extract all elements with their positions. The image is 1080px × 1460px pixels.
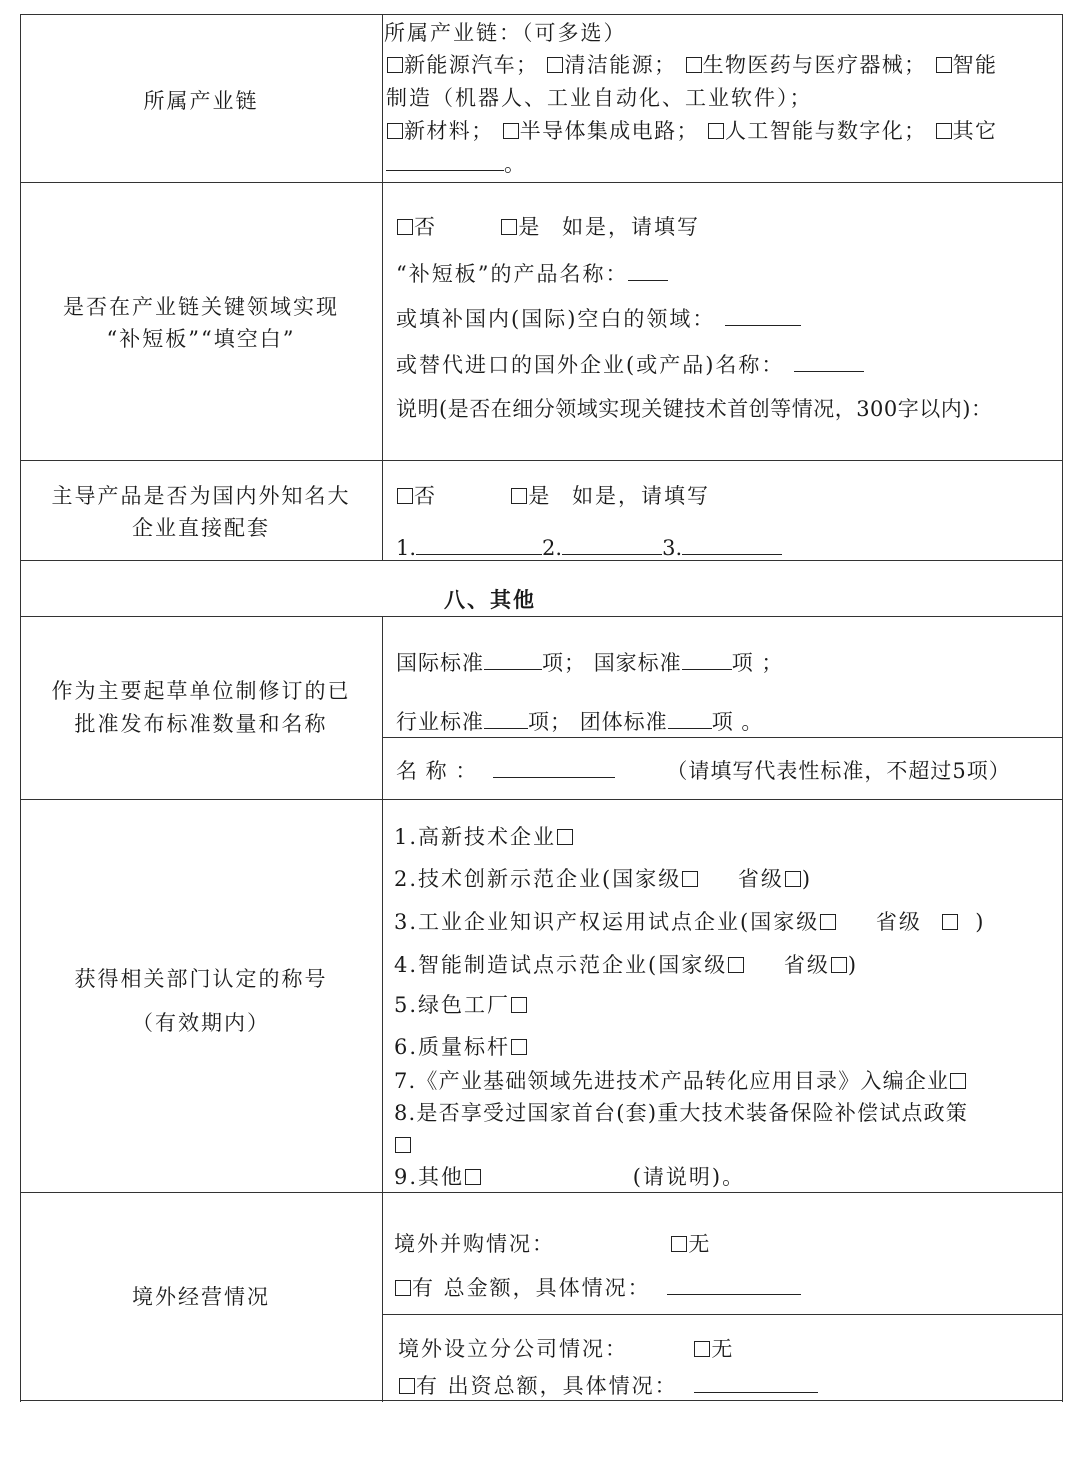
checkbox-supply-no[interactable]: [397, 488, 413, 504]
industry-chain-label: 所属产业链: [143, 89, 259, 113]
ma-details-field[interactable]: [667, 1274, 801, 1295]
standards-name-line: 名 称 ： （请填写代表性标准，不超过5项）: [396, 759, 1011, 783]
supply-entry-2[interactable]: [562, 534, 662, 555]
checkbox-new-materials[interactable]: [387, 123, 403, 139]
cell-divider: [382, 737, 1063, 738]
branch-details-field[interactable]: [694, 1372, 818, 1393]
overseas-branch-yes-line: 有 出资总额，具体情况：: [398, 1372, 818, 1399]
gap-field-line: 或填补国内(国际)空白的领域：: [396, 305, 801, 332]
section-title: 八、其他: [444, 587, 536, 612]
supply-entries: 1. 2. 3.: [396, 534, 782, 561]
gap-description: 说明(是否在细分领域实现关键技术首创等情况，300字以内)：: [396, 397, 993, 421]
supply-label-line2: 企业直接配套: [132, 516, 270, 540]
gap-replace-field[interactable]: [794, 351, 864, 372]
title-item-5: 5.绿色工厂: [394, 992, 528, 1018]
overseas-branch-line: 境外设立分公司情况： 无: [398, 1337, 735, 1361]
supply-label-line1: 主导产品是否为国内外知名大: [51, 484, 351, 508]
table-border-top: [20, 14, 1063, 15]
table-border-bottom: [20, 1400, 1063, 1401]
gap-label-line2: “补短板”“填空白”: [106, 327, 296, 351]
checkbox-ma-yes[interactable]: [395, 1280, 411, 1296]
row-divider: [20, 460, 1063, 461]
checkbox-ma-none[interactable]: [671, 1236, 687, 1252]
checkbox-ai-digital[interactable]: [708, 123, 724, 139]
checkbox-clean-energy[interactable]: [547, 57, 563, 73]
industry-options-line3: 新材料； 半导体集成电路； 人工智能与数字化； 其它: [386, 118, 997, 144]
checkbox-biomedicine[interactable]: [686, 57, 702, 73]
standards-label-line2: 批准发布标准数量和名称: [74, 712, 328, 736]
overseas-label: 境外经营情况: [132, 1285, 270, 1309]
table-border-right: [1062, 14, 1063, 1402]
industry-other-field[interactable]: [386, 150, 504, 171]
checkbox-semiconductor[interactable]: [503, 123, 519, 139]
column-divider: [382, 616, 383, 1402]
national-standard-count[interactable]: [682, 649, 732, 670]
checkbox-smart-pilot-national[interactable]: [728, 957, 744, 973]
checkbox-branch-none[interactable]: [694, 1341, 710, 1357]
gap-yes-no: 否 是 如是，请填写: [396, 214, 700, 240]
table-border-left: [20, 14, 21, 1402]
checkbox-supply-yes[interactable]: [511, 488, 527, 504]
row-divider: [20, 182, 1063, 183]
checkbox-smart-manufacturing[interactable]: [936, 57, 952, 73]
row-divider: [20, 616, 1063, 617]
titles-label-line2: （有效期内）: [132, 1011, 270, 1035]
checkbox-smart-pilot-provincial[interactable]: [831, 957, 847, 973]
cell-divider: [382, 1314, 1063, 1315]
row-divider: [20, 799, 1063, 800]
industry-chain-heading: 所属产业链：（可多选）: [384, 21, 627, 45]
industry-options-line1: 新能源汽车； 清洁能源； 生物医药与医疗器械； 智能: [386, 52, 997, 78]
checkbox-high-tech[interactable]: [557, 829, 573, 845]
industry-standard-count[interactable]: [484, 708, 528, 729]
application-form-table: [20, 14, 1063, 1402]
titles-label-line1: 获得相关部门认定的称号: [74, 967, 328, 991]
title-item-8: 8.是否享受过国家首台(套)重大技术装备保险补偿试点政策: [394, 1101, 969, 1125]
title-item-7: 7.《产业基础领域先进技术产品转化应用目录》入编企业: [394, 1068, 967, 1094]
industry-options-line2: 制造（机器人、工业自动化、工业软件）；: [386, 86, 813, 110]
checkbox-new-energy-vehicle[interactable]: [387, 57, 403, 73]
standards-label-line1: 作为主要起草单位制修订的已: [51, 679, 351, 703]
gap-product-field[interactable]: [628, 260, 668, 281]
gap-product-line: “补短板”的产品名称：: [396, 260, 668, 287]
gap-blank-field-input[interactable]: [725, 305, 801, 326]
checkbox-other[interactable]: [936, 123, 952, 139]
supply-entry-1[interactable]: [416, 534, 542, 555]
standards-line1: 国际标准 项； 国家标准 项 ；: [396, 651, 784, 675]
checkbox-branch-yes[interactable]: [399, 1378, 415, 1394]
overseas-ma-yes-line: 有 总金额，具体情况：: [394, 1274, 801, 1301]
title-item-2: 2.技术创新示范企业(国家级 省级 ): [394, 867, 813, 891]
supply-yes-no: 否 是 如是，请填写: [396, 483, 710, 509]
title-item-4: 4.智能制造试点示范企业(国家级 省级 ): [394, 953, 859, 977]
industry-other-line: 。: [386, 150, 527, 177]
checkbox-title-other[interactable]: [465, 1169, 481, 1185]
title-item-3: 3.工业企业知识产权运用试点企业(国家级 省级 ): [394, 910, 986, 934]
checkbox-gap-yes[interactable]: [501, 219, 517, 235]
standards-line2: 行业标准 项； 团体标准 项 。: [396, 710, 764, 734]
checkbox-ip-national[interactable]: [820, 914, 836, 930]
row-divider: [20, 1192, 1063, 1193]
checkbox-catalog-listed[interactable]: [950, 1073, 966, 1089]
group-standard-count[interactable]: [668, 708, 712, 729]
intl-standard-count[interactable]: [484, 649, 542, 670]
title-item-9: 9.其他 (请说明)。: [394, 1165, 746, 1189]
checkbox-ip-provincial[interactable]: [942, 914, 958, 930]
title-item-8-checkbox-line: [394, 1132, 412, 1158]
title-item-1: 1.高新技术企业: [394, 824, 574, 850]
gap-label-line1: 是否在产业链关键领域实现: [63, 295, 339, 319]
standards-name-field[interactable]: [493, 757, 615, 778]
overseas-ma-line: 境外并购情况： 无: [394, 1232, 712, 1256]
checkbox-quality-benchmark[interactable]: [511, 1039, 527, 1055]
checkbox-insurance-policy[interactable]: [395, 1137, 411, 1153]
checkbox-innovation-provincial[interactable]: [785, 871, 801, 887]
title-item-6: 6.质量标杆: [394, 1034, 528, 1060]
checkbox-gap-no[interactable]: [397, 219, 413, 235]
checkbox-green-factory[interactable]: [511, 997, 527, 1013]
column-divider: [382, 14, 383, 560]
supply-entry-3[interactable]: [682, 534, 782, 555]
gap-replace-line: 或替代进口的国外企业(或产品)名称：: [396, 351, 864, 378]
checkbox-innovation-national[interactable]: [682, 871, 698, 887]
